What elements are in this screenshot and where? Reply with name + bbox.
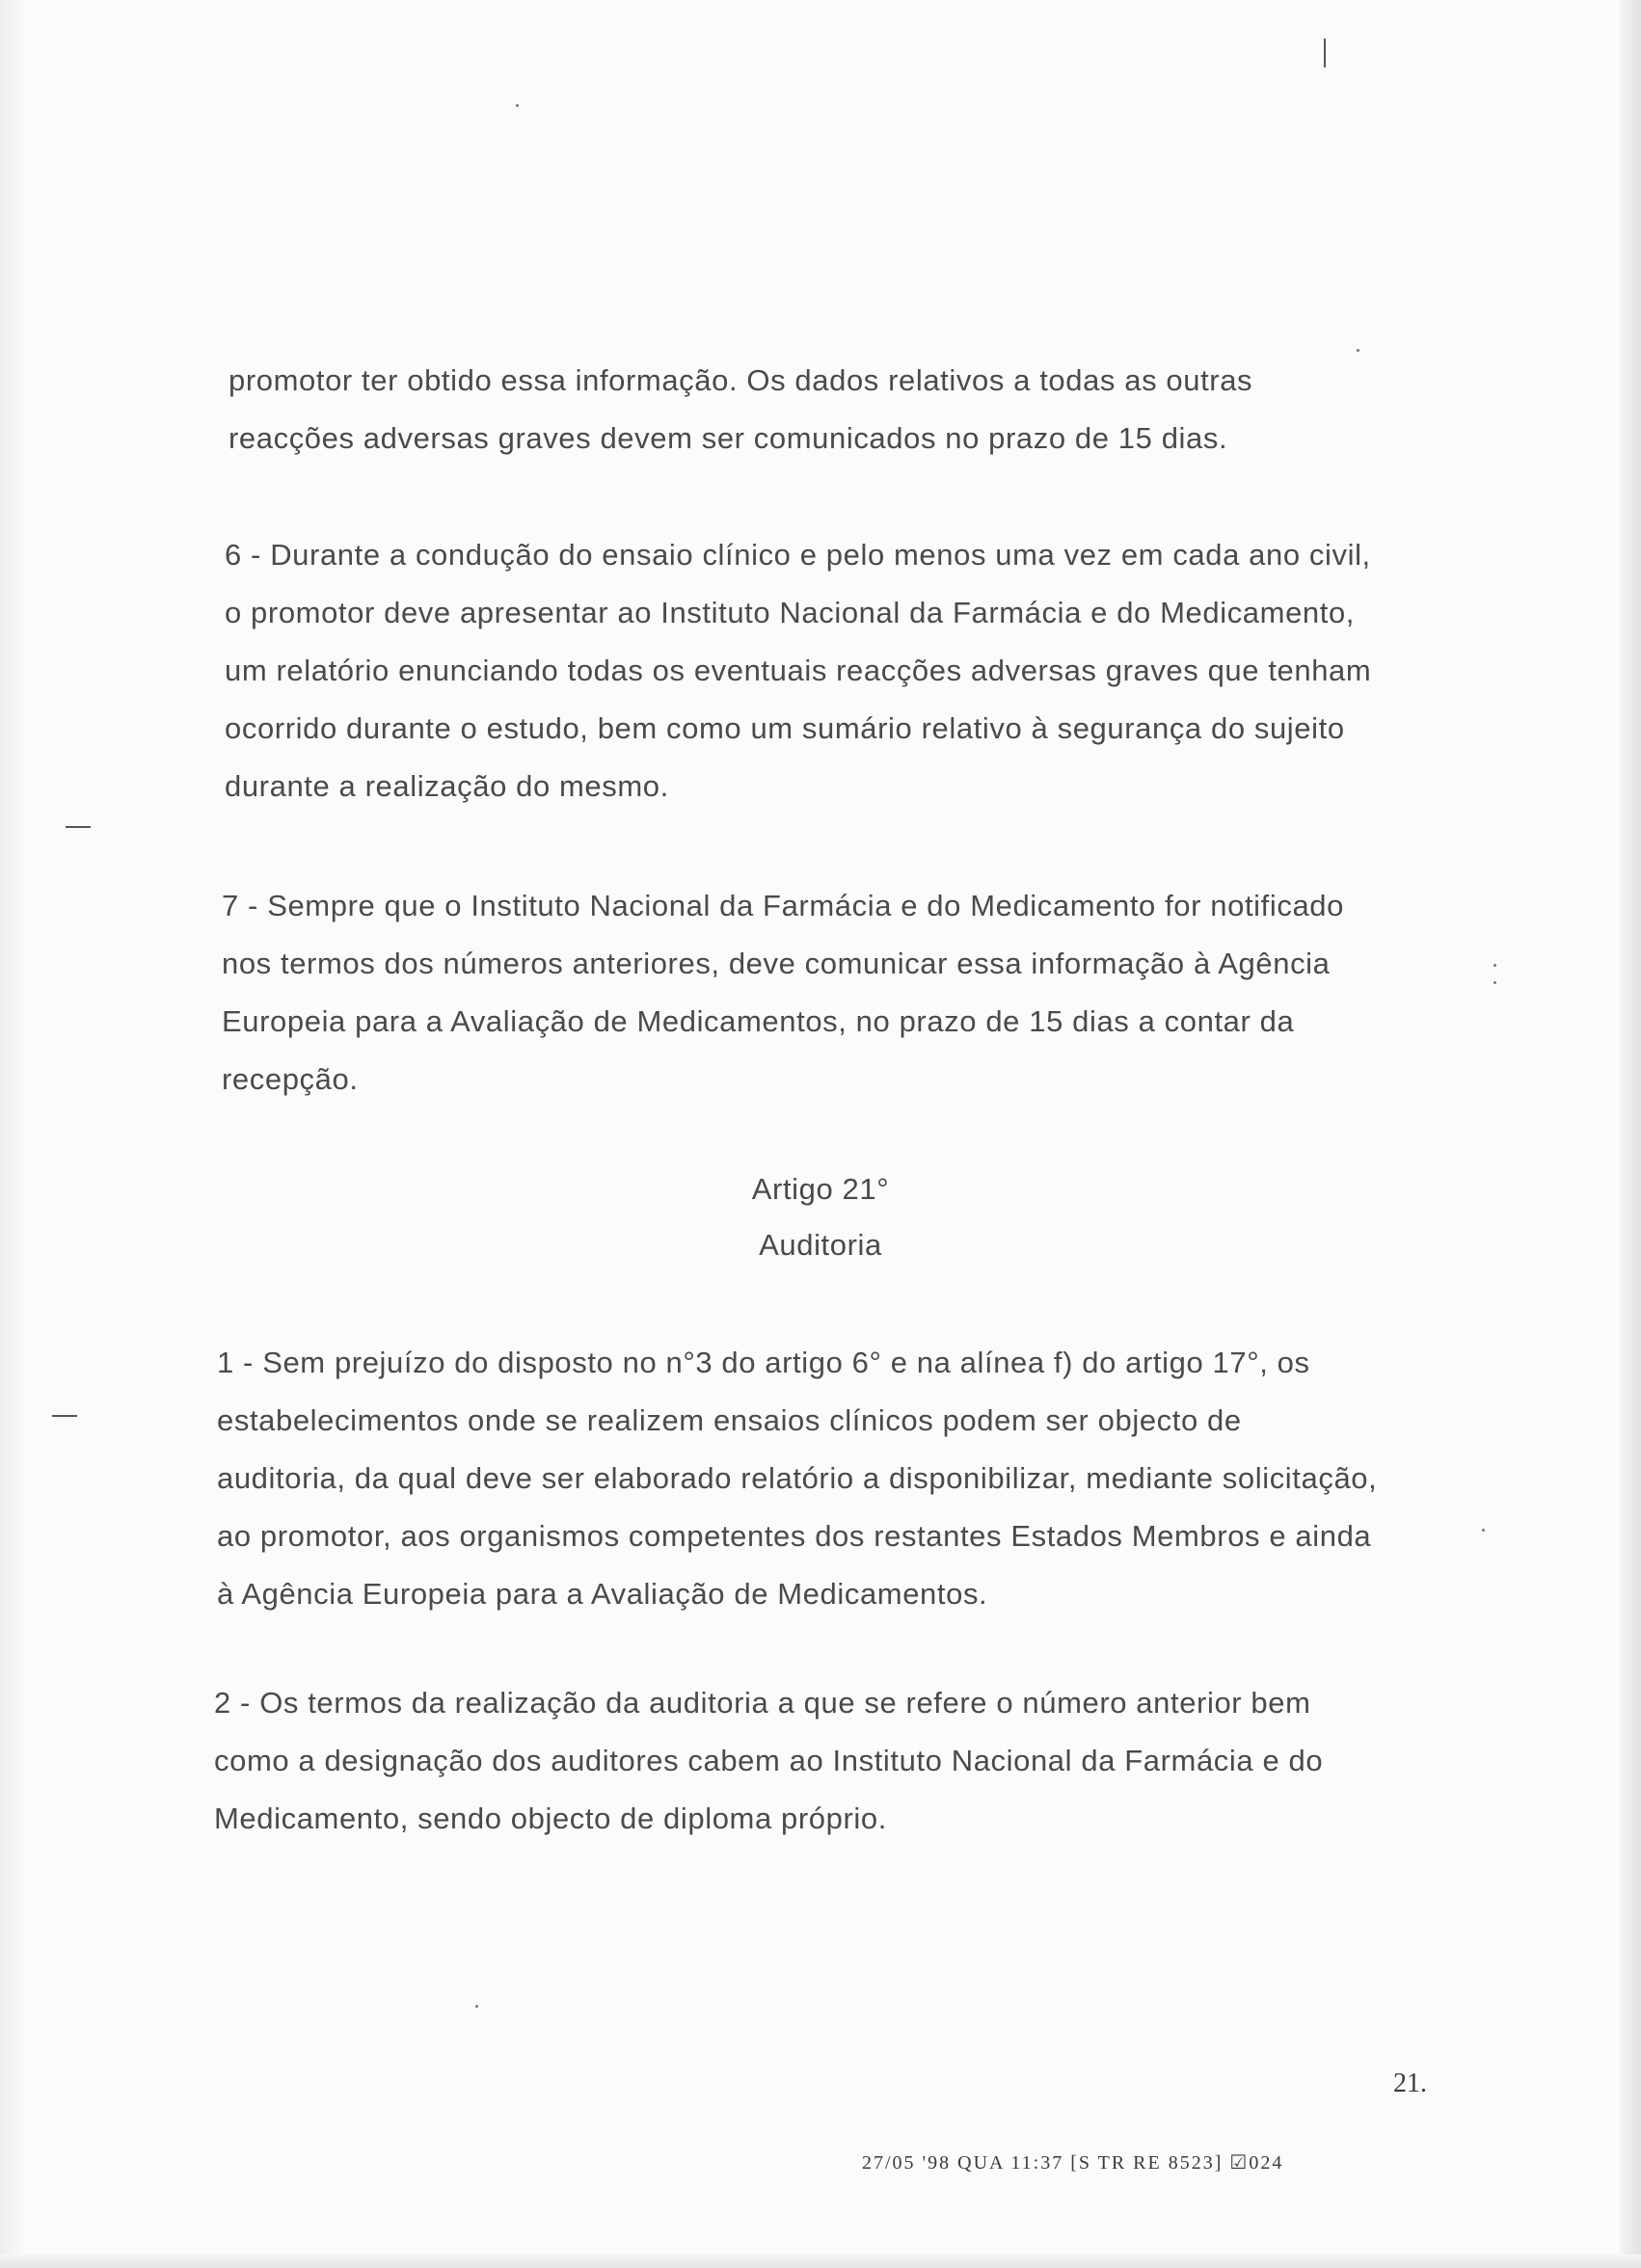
scan-mark — [1324, 39, 1326, 67]
scan-speck — [1493, 964, 1496, 967]
scan-mark — [52, 1415, 77, 1417]
article-21-paragraph-1-line: estabelecimentos onde se realizem ensaios clínicos podem ser objecto de — [217, 1403, 1242, 1437]
scan-edge-bottom — [0, 2255, 1641, 2268]
article-number: Artigo 21° — [751, 1172, 890, 1206]
scan-speck — [1493, 981, 1496, 984]
article-21-paragraph-1 — [217, 1334, 1377, 1623]
intro-line: reacções adversas graves devem ser comunicados no prazo de 15 dias. — [229, 421, 1228, 455]
paragraph-7-line: nos termos dos números anteriores, deve comunicar essa informação à Agência — [222, 947, 1331, 980]
scan-speck — [475, 2005, 478, 2008]
article-21-paragraph-1-line: ao promotor, aos organismos competentes dos restantes Estados Membros e ainda — [217, 1519, 1372, 1553]
page-number: 21. — [1393, 2068, 1427, 2098]
scan-edge-right — [1620, 0, 1641, 2268]
article-21-paragraph-2-line: Medicamento, sendo objecto de diploma próprio. — [214, 1801, 887, 1835]
intro-line: promotor ter obtido essa informação. Os dados relativos a todas as outras — [229, 363, 1253, 397]
paragraph-7 — [222, 877, 1344, 1108]
paragraph-6-line: um relatório enunciando todas os eventuais reacções adversas graves que tenham — [225, 654, 1372, 687]
scan-speck — [516, 104, 519, 107]
article-21-paragraph-2-line: 2 - Os termos da realização da auditoria a que se refere o número anterior bem — [214, 1686, 1311, 1720]
paragraph-7-line: Europeia para a Avaliação de Medicamentos, no prazo de 15 dias a contar da — [222, 1004, 1295, 1038]
scan-speck — [1357, 349, 1359, 352]
fax-transmission-footer: 27/05 '98 QUA 11:37 [S TR RE 8523] ☑024 — [862, 2152, 1284, 2174]
scan-mark — [66, 826, 91, 828]
article-title: Auditoria — [759, 1228, 882, 1262]
paragraph-7-line: 7 - Sempre que o Instituto Nacional da Farmácia e do Medicamento for notificado — [222, 889, 1344, 922]
paragraph-6 — [225, 526, 1371, 815]
paragraph-6-line: 6 - Durante a condução do ensaio clínico e pelo menos uma vez em cada ano civil, — [225, 538, 1371, 572]
intro-paragraph — [229, 352, 1252, 467]
scan-speck — [1482, 1529, 1485, 1532]
article-21-paragraph-1-line: auditoria, da qual deve ser elaborado relatório a disponibilizar, mediante solicitação, — [217, 1461, 1378, 1495]
article-21-paragraph-1-line: à Agência Europeia para a Avaliação de Medicamentos. — [217, 1577, 988, 1611]
paragraph-6-line: o promotor deve apresentar ao Instituto Nacional da Farmácia e do Medicamento, — [225, 596, 1356, 629]
article-21-paragraph-2 — [214, 1674, 1323, 1848]
paragraph-7-line: recepção. — [222, 1062, 359, 1096]
article-21-paragraph-1-line: 1 - Sem prejuízo do disposto no n°3 do artigo 6° e na alínea f) do artigo 17°, os — [217, 1346, 1310, 1379]
article-21-paragraph-2-line: como a designação dos auditores cabem ao Instituto Nacional da Farmácia e do — [214, 1744, 1324, 1777]
paragraph-6-line: ocorrido durante o estudo, bem como um sumário relativo à segurança do sujeito — [225, 711, 1345, 745]
paragraph-6-line: durante a realização do mesmo. — [225, 769, 669, 803]
scan-edge-left — [0, 0, 25, 2268]
